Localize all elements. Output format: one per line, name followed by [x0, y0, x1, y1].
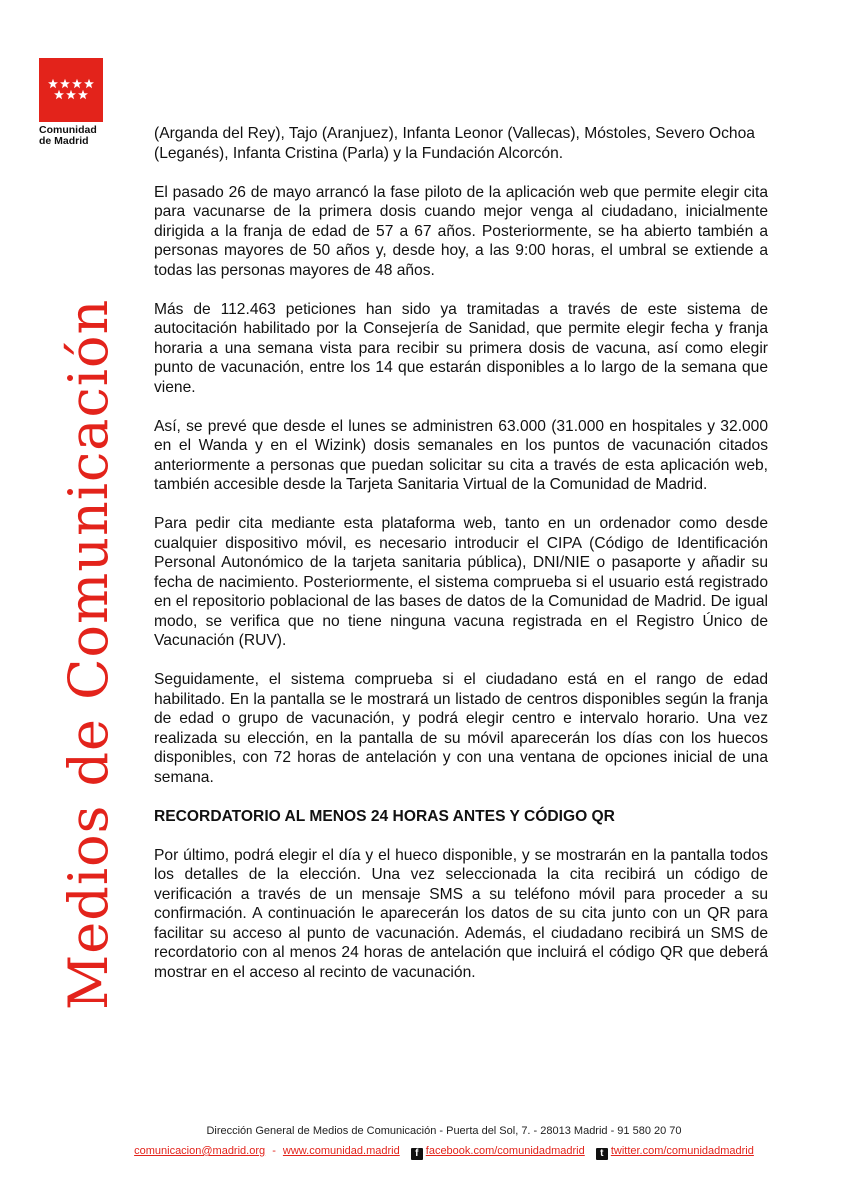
star-icon	[66, 90, 76, 99]
star-icon	[78, 90, 88, 99]
footer-address: Dirección General de Medios de Comunicación - Puerta del Sol, 7. - 28013 Madrid - 91 580 20 70	[206, 1125, 682, 1137]
paragraph: Seguidamente, el sistema comprueba si el ciudadano está en el rango de edad habilitado. En la pantalla se le mostrará un listado de centros disponibles según la franja de edad o grupo de vacunación, y podrá elegir centro e intervalo horario. Una vez realizada su elección, en la pantalla de su móvil aparecerán los días con los huecos disponibles, con 72 horas de antelación y con una ventana de opciones inicial de una semana.	[154, 671, 768, 786]
facebook-link[interactable]: facebook.com/comunidadmadrid	[425, 1145, 585, 1157]
star-icon	[72, 79, 82, 88]
paragraph: Por último, podrá elegir el día y el hueco disponible, y se mostrarán en la pantalla todos los detalles de la elección. Una vez seleccionada la cita recibirá un código de verificación a través de un mensaje SMS a su teléfono móvil para proceder a su confirmación. A continuación le aparecerán los datos de su cita junto con un QR para facilitar su acceso al punto de vacunación. Además, el ciudadano recibirá un SMS de recordatorio con al menos 24 horas de antelación que incluirá el código QR que deberá mostrar en el acceso al recinto de vacunación.	[154, 846, 768, 981]
comunidad-madrid-logo	[39, 58, 103, 122]
side-title: Medios de Comunicación	[57, 298, 120, 1010]
press-release-body	[154, 124, 768, 1002]
star-icon	[54, 90, 64, 99]
logo-caption	[39, 125, 129, 147]
paragraph: (Arganda del Rey), Tajo (Aranjuez), Infanta Leonor (Vallecas), Móstoles, Severo Ochoa (Leganés), Infanta Cristina (Parla) y la Fundación Alcorcón.	[154, 125, 755, 162]
logo-line-1: Comunidad	[39, 124, 97, 136]
footer	[0, 1124, 848, 1160]
separator: -	[272, 1145, 276, 1157]
twitter-link[interactable]: twitter.com/comunidadmadrid	[610, 1145, 754, 1157]
logo-line-2: de Madrid	[39, 135, 89, 147]
seven-stars-icon	[39, 58, 103, 122]
email-link[interactable]: comunicacion@madrid.org	[134, 1145, 266, 1157]
star-icon	[84, 79, 94, 88]
twitter-icon: t	[596, 1148, 608, 1160]
paragraph: El pasado 26 de mayo arrancó la fase piloto de la aplicación web que permite elegir cita para vacunarse de la primera dosis cuando mejor venga al ciudadano, inicialmente dirigida a la franja de edad de 57 a 67 años. Posteriormente, se ha abierto también a personas mayores de 50 años y, desde hoy, a las 9:00 horas, el umbral se extiende a todas las personas mayores de 48 años.	[154, 183, 768, 279]
paragraph: Para pedir cita mediante esta plataforma web, tanto en un ordenador como desde cualquier dispositivo móvil, es necesario introducir el CIPA (Código de Identificación Personal Autonómico de la tarjeta sanitaria pública), DNI/NIE o pasaporte y añadir su fecha de nacimiento. Posteriormente, el sistema comprueba si el usuario está registrado en el repositorio poblacional de las bases de datos de la Comunidad de Madrid. De igual modo, se verifica que no tiene ninguna vacuna registrada en el Registro Único de Vacunación (RUV).	[154, 515, 768, 649]
star-icon	[60, 79, 70, 88]
section-heading: RECORDATORIO AL MENOS 24 HORAS ANTES Y CÓDIGO QR	[154, 807, 615, 825]
paragraph: Así, se prevé que desde el lunes se administren 63.000 (31.000 en hospitales y 32.000 en el Wanda y en el Wizink) dosis semanales en los puntos de vacunación citados anteriormente a personas que puedan solicitar su cita a través de esta aplicación web, también accesible desde la Tarjeta Sanitaria Virtual de la Comunidad de Madrid.	[154, 417, 768, 493]
website-link[interactable]: www.comunidad.madrid	[282, 1145, 400, 1157]
paragraph: Más de 112.463 peticiones han sido ya tramitadas a través de este sistema de autocitación habilitado por la Consejería de Sanidad, que permite elegir fecha y franja horaria a una semana vista para recibir su primera dosis de vacuna, así como elegir punto de vacunación, entre los 14 que estarán disponibles a lo largo de la semana que viene.	[154, 300, 768, 396]
star-icon	[48, 79, 58, 88]
facebook-icon: f	[411, 1148, 423, 1160]
footer-links	[40, 1144, 848, 1160]
